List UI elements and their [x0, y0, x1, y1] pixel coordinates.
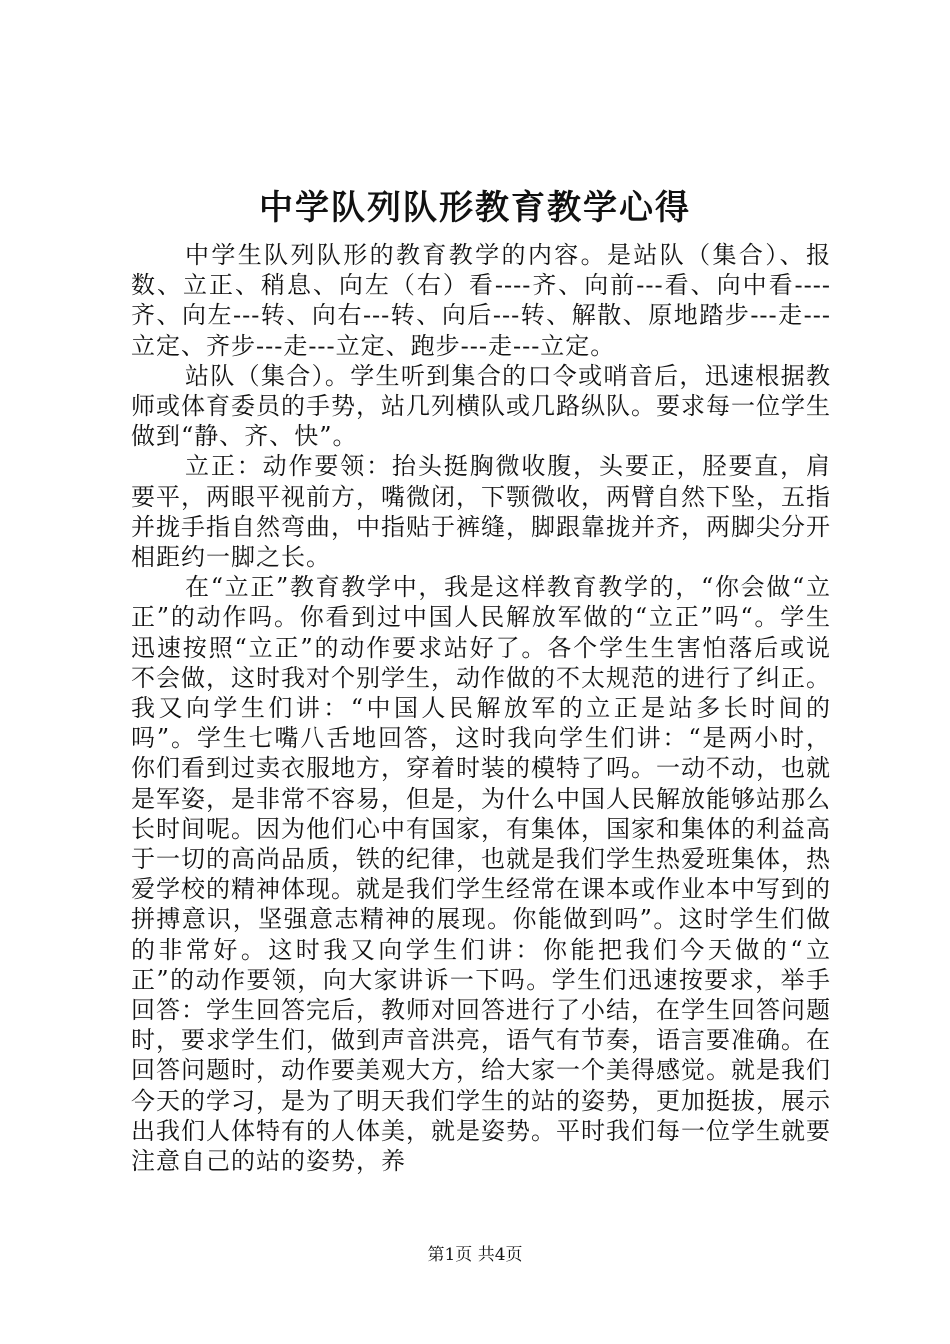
paragraph-teaching-practice: 在“立正”教育教学中，我是这样教育教学的，“你会做“立正”的动作吗。你看到过中国人民解放军做的“立正”吗“。学生迅速按照“立正”的动作要求站好了。各个学生生害怕落后或说不会做，这时我对个别学生，动作做的不太规范的进行了纠正。我又向学生们讲：“中国人民解放军的立正是站多长时间的吗”。学生七嘴八舌地回答，这时我向学生们讲：“是两小时，你们看到过卖衣服地方，穿着时装的模特了吗。一动不动，也就是军姿，是非常不容易，但是，为什么中国人民解放能够站那么长时间呢。因为他们心中有国家，有集体，国家和集体的利益高于一切的高尚品质，铁的纪律，也就是我们学生热爱班集体，热爱学校的精神体现。就是我们学生经常在课本或作业本中写到的拼搏意识，坚强意志精神的展现。你能做到吗”。这时学生们做的非常好。这时我又向学生们讲：你能把我们今天做的“立正”的动作要领，向大家讲诉一下吗。学生们迅速按要求，举手回答：学生回答完后，教师对回答进行了小结，在学生回答问题时，要求学生们，做到声音洪亮，语气有节奏，语言要准确。在回答问题时，动作要美观大方，给大家一个美得感觉。就是我们今天的学习，是为了明天我们学生的站的姿势，更加挺拔，展示出我们人体特有的人体美，就是姿势。平时我们每一位学生就要注意自己的站的姿势，养 — [131, 573, 831, 1176]
page-footer: 第1页 共4页 — [427, 1245, 523, 1265]
document-body — [131, 240, 831, 1176]
paragraph-content-overview: 中学生队列队形的教育教学的内容。是站队（集合）、报数、立正、稍息、向左（右）看----齐、向前---看、向中看----齐、向左---转、向右---转、向后---转、解散、原地踏步---走---立定、齐步---走---立定、跑步---走---立定。 — [131, 241, 831, 360]
paragraph-attention-essentials: 立正：动作要领：抬头挺胸微收腹，头要正，胫要直，肩要平，两眼平视前方，嘴微闭，下颚微收，两臂自然下坠，五指并拢手指自然弯曲，中指贴于裤缝，脚跟靠拢并齐，两脚尖分开相距约一脚之长。 — [131, 452, 831, 572]
document-title: 中学队列队形教育教学心得 — [259, 188, 691, 228]
paragraph-assembly: 站队（集合）。学生听到集合的口令或哨音后，迅速根据教师或体育委员的手势，站几列横队或几路纵队。要求每一位学生做到“静、齐、快”。 — [131, 361, 831, 451]
